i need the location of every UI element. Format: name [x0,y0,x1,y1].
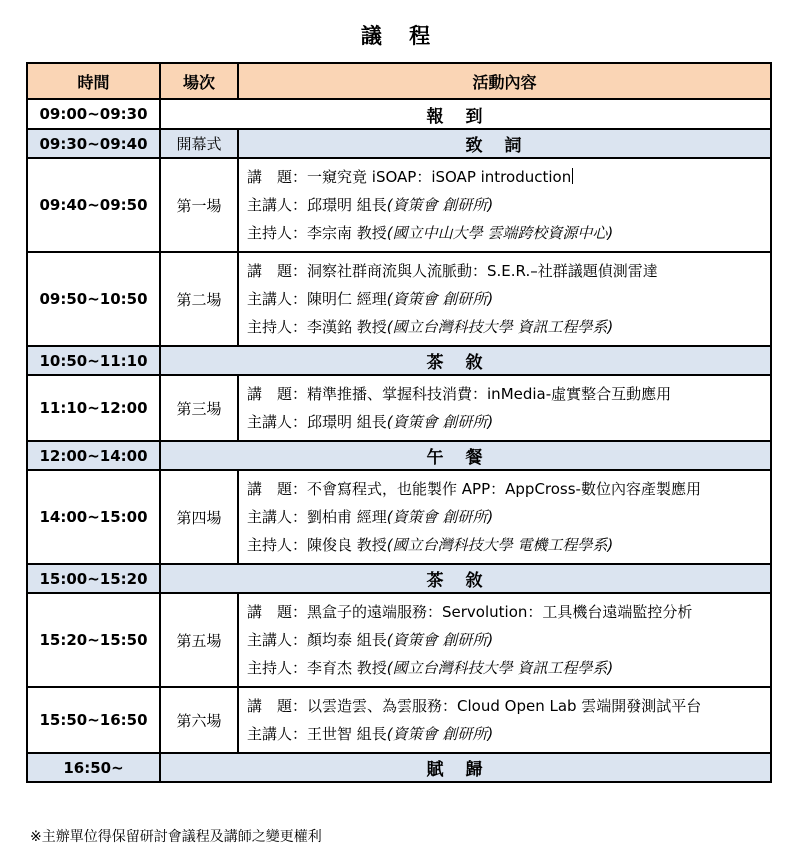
row-time: 15:20~15:50 [27,593,160,687]
topic-line: 講 題：一窺究竟 iSOAP：iSOAP introduction [247,168,572,186]
agenda-row-session-2 [27,252,771,346]
header-content: 活動內容 [238,63,771,99]
topic-text: 黑盒子的遠端服務：Servolution：工具機台遠端監控分析 [307,603,693,621]
header-session: 場次 [160,63,238,99]
header-row [27,63,771,99]
speaker-name: 邱璟明 組長 [307,196,387,214]
agenda-row-closing [27,753,771,782]
topic-line: 講 題：黑盒子的遠端服務：Servolution：工具機台遠端監控分析 [247,603,693,621]
topic-line: 講 題：洞察社群商流與人流脈動：S.E.R.–社群議題偵測雷達 [247,262,658,280]
row-content [238,375,771,441]
header-time: 時間 [27,63,160,99]
speaker-org: (資策會 創研所) [386,290,494,308]
row-time: 09:00~09:30 [27,99,160,129]
footnote: ※主辦單位得保留研討會議程及講師之變更權利 [30,829,322,845]
host-line: 主持人：李育杰 教授(國立台灣科技大學 資訊工程學系) [247,659,614,677]
row-session: 第六場 [160,687,238,753]
row-session: 第二場 [160,252,238,346]
row-time: 16:50~ [27,753,160,782]
row-content [238,593,771,687]
host-org: (國立台灣科技大學 電機工程學系) [386,536,614,554]
agenda-row-tea-break [27,346,771,375]
row-time: 12:00~14:00 [27,441,160,470]
speaker-line: 主講人：邱璟明 組長(資策會 創研所) [247,413,494,431]
agenda-row-registration [27,99,771,129]
row-time: 10:50~11:10 [27,346,160,375]
page-title: 議 程 [360,24,441,48]
row-time: 15:50~16:50 [27,687,160,753]
text-caret [572,168,573,184]
agenda-row-session-4 [27,470,771,564]
topic-text: 以雲造雲、為雲服務：Cloud Open Lab 雲端開發測試平台 [307,697,702,715]
topic-text: 洞察社群商流與人流脈動：S.E.R.–社群議題偵測雷達 [307,262,658,280]
host-org: (國立中山大學 雲端跨校資源中心) [386,224,614,242]
host-name: 李漢銘 教授 [307,318,387,336]
speaker-org: (資策會 創研所) [386,631,494,649]
speaker-name: 王世智 組長 [307,725,387,743]
host-name: 陳俊良 教授 [307,536,387,554]
row-session: 第五場 [160,593,238,687]
speaker-name: 邱璟明 組長 [307,413,387,431]
agenda-row-session-3 [27,375,771,441]
agenda-table [26,62,772,783]
row-time: 09:30~09:40 [27,129,160,158]
row-content [238,252,771,346]
host-org: (國立台灣科技大學 資訊工程學系) [386,659,614,677]
host-line: 主持人：陳俊良 教授(國立台灣科技大學 電機工程學系) [247,536,614,554]
topic-line: 講 題：以雲造雲、為雲服務：Cloud Open Lab 雲端開發測試平台 [247,697,702,715]
topic-text: 一窺究竟 iSOAP：iSOAP introduction [307,168,572,186]
row-session: 第一場 [160,158,238,252]
agenda-row-opening [27,129,771,158]
topic-line: 講 題：不會寫程式，也能製作 APP：AppCross-數位內容產製應用 [247,480,701,498]
speaker-name: 陳明仁 經理 [307,290,387,308]
row-session: 開幕式 [160,129,238,158]
agenda-row-lunch [27,441,771,470]
speaker-org: (資策會 創研所) [386,508,494,526]
agenda-row-session-5 [27,593,771,687]
row-time: 09:50~10:50 [27,252,160,346]
speaker-line: 主講人：劉柏甫 經理(資策會 創研所) [247,508,494,526]
row-content [238,470,771,564]
row-time: 11:10~12:00 [27,375,160,441]
row-content [238,158,771,252]
topic-text: 不會寫程式，也能製作 APP：AppCross-數位內容產製應用 [307,480,701,498]
speaker-org: (資策會 創研所) [386,725,494,743]
row-content [238,687,771,753]
row-time: 15:00~15:20 [27,564,160,593]
host-name: 李育杰 教授 [307,659,387,677]
agenda-row-tea-break [27,564,771,593]
speaker-name: 顏均泰 組長 [307,631,387,649]
agenda-row-session-1 [27,158,771,252]
row-session: 第三場 [160,375,238,441]
speaker-line: 主講人：王世智 組長(資策會 創研所) [247,725,494,743]
row-activity: 賦歸 [160,753,771,782]
row-activity: 午餐 [160,441,771,470]
host-org: (國立台灣科技大學 資訊工程學系) [386,318,614,336]
row-activity: 茶敘 [160,564,771,593]
row-activity: 茶敘 [160,346,771,375]
host-line: 主持人：李漢銘 教授(國立台灣科技大學 資訊工程學系) [247,318,614,336]
topic-line: 講 題：精準推播、掌握科技消費：inMedia-虛實整合互動應用 [247,385,672,403]
speaker-org: (資策會 創研所) [386,413,494,431]
row-activity: 致詞 [238,129,771,158]
row-time: 14:00~15:00 [27,470,160,564]
speaker-name: 劉柏甫 經理 [307,508,387,526]
host-name: 李宗南 教授 [307,224,387,242]
topic-text: 精準推播、掌握科技消費：inMedia-虛實整合互動應用 [307,385,672,403]
speaker-line: 主講人：邱璟明 組長(資策會 創研所) [247,196,494,214]
speaker-line: 主講人：顏均泰 組長(資策會 創研所) [247,631,494,649]
host-line: 主持人：李宗南 教授(國立中山大學 雲端跨校資源中心) [247,224,614,242]
row-time: 09:40~09:50 [27,158,160,252]
row-activity: 報到 [160,99,771,129]
speaker-org: (資策會 創研所) [386,196,494,214]
agenda-row-session-6 [27,687,771,753]
speaker-line: 主講人：陳明仁 經理(資策會 創研所) [247,290,494,308]
row-session: 第四場 [160,470,238,564]
